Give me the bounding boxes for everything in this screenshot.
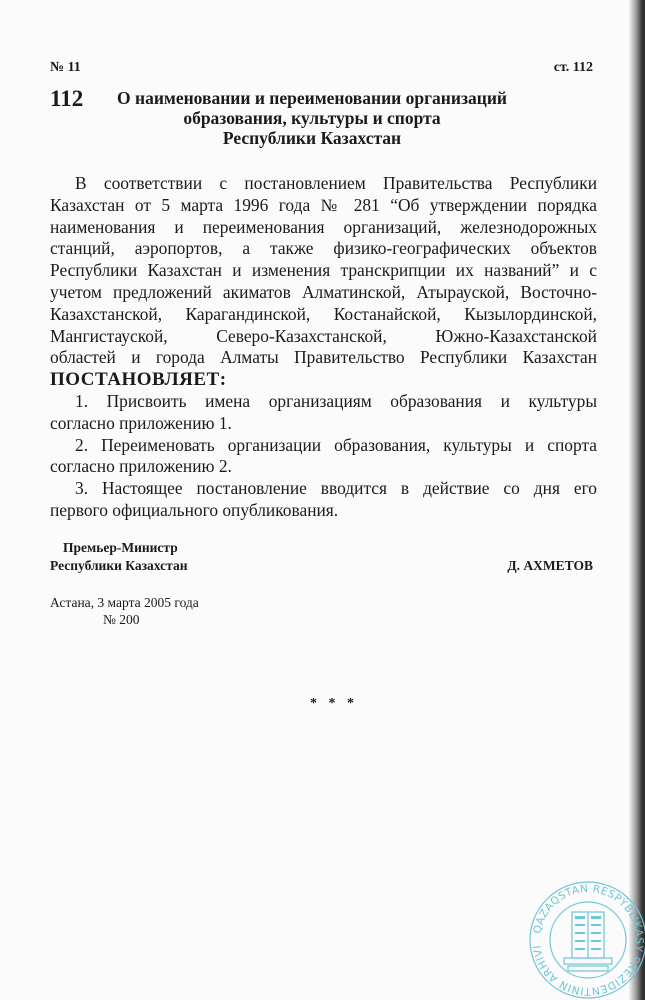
text-line: Мангистауской, Северо-Казахстанской, Южно-Казахстанской [50,325,597,346]
signatory-position: Премьер-Министр [63,540,178,555]
item-1 [50,391,597,435]
text-line: Казахстан от 5 марта 1996 года № 281 “Об утверждении порядка [50,194,597,215]
issue-number: № 11 [50,60,81,75]
text-line: согласно приложению 2. [50,456,232,477]
text-line: Казахстанской, Карагандинской, Костанайской, Кызылординской, [50,303,597,324]
page-edge-shadow [629,0,645,1000]
text-line: 2. Переименовать организации образования, культуры и спорта [75,434,597,455]
text-line: В соответствии с постановлением Правительства Республики [75,173,597,193]
signatory-name: Д. АХМЕТОВ [507,558,593,573]
item-3 [50,478,597,522]
document-body [50,173,597,522]
text-line: Республики Казахстан и изменения транскрипции их названий” и с [50,260,597,281]
resolution-title [92,88,532,148]
svg-text:QAZAQSTAN RESPÝBLIKASY PREZIDE: QAZAQSTAN RESPÝBLIKASY PREZIDENTINIŃ ARHIVI [531,882,645,998]
place-date: Астана, 3 марта 2005 года [50,595,199,610]
title-line: Республики Казахстан [222,128,402,148]
item-2 [50,435,597,479]
document-number: № 200 [103,612,140,627]
decree-word: ПОСТАНОВЛЯЕТ: [50,369,227,391]
text-line: учетом предложений акиматов Алматинской, Атырауской, Восточно- [50,281,597,302]
text-line: первого официального опубликования. [50,499,339,520]
resolution-number: 112 [50,86,84,111]
title-line: О наименовании и переименовании организаций [117,88,507,108]
signatory-position-2: Республики Казахстан [50,558,188,573]
text-line: 1. Присвоить имена организациям образования и культуры [75,390,597,411]
text-line: станций, аэропортов, а также физико-географических объектов [50,238,597,259]
text-line: согласно приложению 1. [50,412,232,433]
separator: * * * [310,696,358,711]
text-line: областей и города Алматы Правительство Республики Казахстан [50,347,597,368]
text-line: наименования и переименования организаций, железнодорожных [50,216,597,237]
preamble [50,173,597,369]
title-line: образования, культуры и спорта [183,108,441,128]
archive-stamp-icon [528,880,645,1000]
text-line: 3. Настоящее постановление вводится в действие со дня его [75,478,597,499]
article-number: ст. 112 [553,60,593,75]
